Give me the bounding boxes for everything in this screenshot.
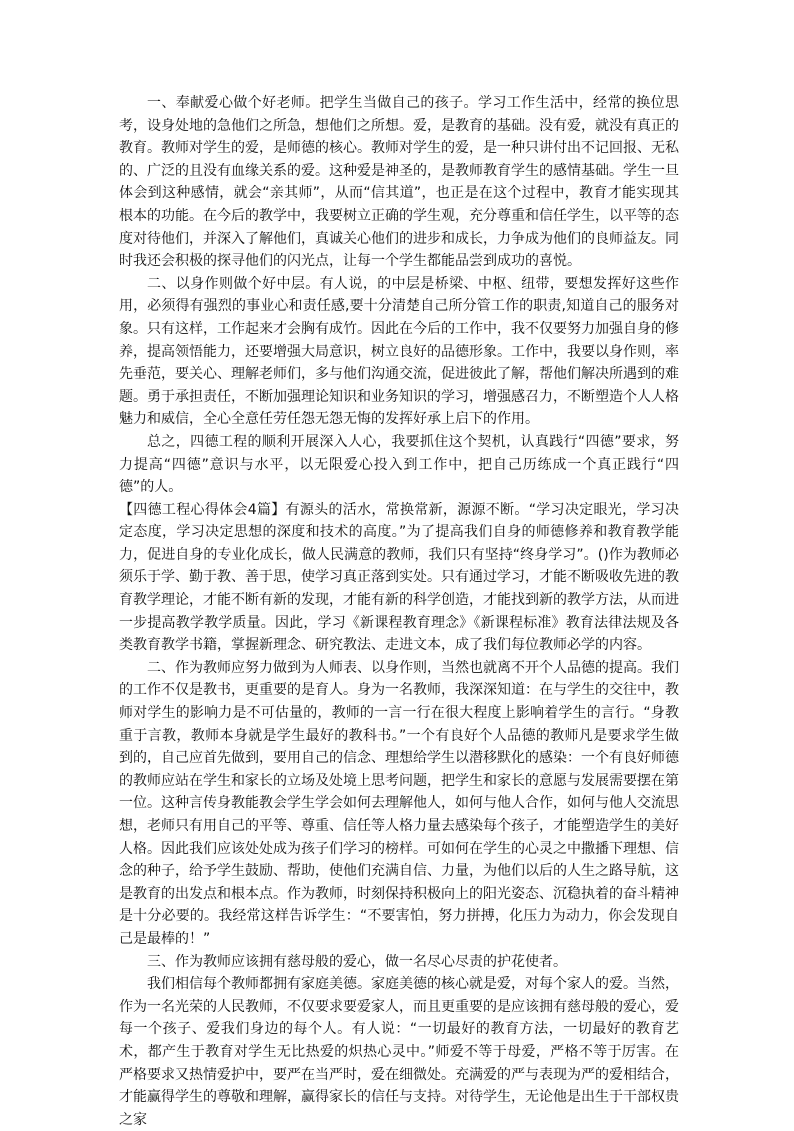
paragraph-lifelong-learning: 【四德工程心得体会4篇】有源头的活水，常换常新，源源不断。“学习决定眼光，学习决定态度，学习决定思想的深度和技术的高度。”为了提高我们自身的师德修养和教育教学能力，促进自身的专业化成长，做人民满意的教师，我们只有坚持“终身学习”。()作为教师必须乐于学、勤于教、善于思，使学习真正落到实处。只有通过学习，才能不断吸收先进的教育教学理论，才能不断有新的发现，才能有新的科学创造，才能找到新的教学方法，从而进一步提高教学教学质量。因此，学习《新课程教育理念》《新课程标准》教育法律法规及各类教育教学书籍，掌握新理念、研究教法、走进文本，成了我们每位教师必学的内容。 (119, 501, 679, 654)
paragraph-family-virtue: 我们相信每个教师都拥有家庭美德。家庭美德的核心就是爱，对每个家人的爱。当然，作为一名光荣的人民教师，不仅要求要爱家人，而且更重要的是应该拥有慈母般的爱心，爱每一个孩子、爱我们身边的每个人。有人说：“一切最好的教育方法，一切最好的教育艺术，都产生于教育对学生无比热爱的炽热心灵中。”师爱不等于母爱，严格不等于厉害。在严格要求又热情爱护中，要严在当严时，爱在细微处。充满爱的严与表现为严的爱相结合，才能赢得学生的尊敬和理解，赢得家长的信任与支持。对待学生，无论他是出生于干部权贵之家 (119, 976, 679, 1128)
document-page (119, 92, 679, 1131)
paragraph-dedication: 一、奉献爱心做个好老师。把学生当做自己的孩子。学习工作生活中，经常的换位思考，设身处地的急他们之所急，想他们之所想。爱，是教育的基础。没有爱，就没有真正的教育。教师对学生的爱，是师德的核心。教师对学生的爱，是一种只讲付出不记回报、无私的、广泛的且没有血缘关系的爱。这种爱是神圣的，是教师教育学生的感情基础。学生一旦体会到这种感情，就会“亲其师”，从而“信其道”，也正是在这个过程中，教育才能实现其根本的功能。在今后的教学中，我要树立正确的学生观，充分尊重和信任学生，以平等的态度对待他们，并深入了解他们，真诚关心他们的进步和成长，力争成为他们的良师益友。同时我还会积极的探寻他们的闪光点，让每一个学生都能品尝到成功的喜悦。 (119, 95, 679, 270)
paragraph-lead-by-example: 二、以身作则做个好中层。有人说，的中层是桥梁、中枢、纽带，要想发挥好这些作用，必须得有强烈的事业心和责任感,要十分清楚自己所分管工作的职责,知道自己的服务对象。只有这样，工作起来才会胸有成竹。因此在今后的工作中，我不仅要努力加强自身的修养，提高领悟能力，还要增强大局意识，树立良好的品德形象。工作中，我要以身作则，率先垂范，要关心、理解老师们，多与他们沟通交流，促进彼此了解，帮他们解决所遇到的难题。勇于承担责任，不断加强理论知识和业务知识的学习，增强感召力，不断塑造个人人格魅力和威信，全心全意任劳任怨无怨无悔的发挥好承上启下的作用。 (119, 275, 679, 428)
paragraph-summary: 总之，四德工程的顺利开展深入人心，我要抓住这个契机，认真践行“四德”要求，努力提高“四德”意识与水平，以无限爱心投入到工作中，把自己历练成一个真正践行“四德”的人。 (119, 433, 679, 496)
paragraph-role-model: 二、作为教师应努力做到为人师表、以身作则，当然也就离不开个人品德的提高。我们的工作不仅是教书，更重要的是育人。身为一名教师，我深深知道：在与学生的交往中，教师对学生的影响力是不可估量的，教师的一言一行在很大程度上影响着学生的言行。“身教重于言教，教师本身就是学生最好的教科书。”一个有良好个人品德的教师凡是要求学生做到的，自己应首先做到，要用自己的信念、理想给学生以潜移默化的感染：一个有良好师德的教师应站在学生和家长的立场及处境上思考问题，把学生和家长的意愿与发展需要摆在第一位。这种言传身教能教会学生学会如何去理解他人，如何与他人合作，如何与他人交流思想，老师只有用自己的平等、尊重、信任等人格力量去感染每个孩子，才能塑造学生的美好人格。因此我们应该处处成为孩子们学习的榜样。可如何在学生的心灵之中撒播下理想、信念的种子，给予学生鼓励、帮助，使他们充满自信、力量，为他们以后的人生之路导航，这是教育的出发点和根本点。作为教师，时刻保持积极向上的阳光姿态、沉稳执着的奋斗精神是十分必要的。我经常这样告诉学生：“不要害怕，努力拼搏，化压力为动力，你会发现自己是最棒的！” (119, 659, 679, 947)
paragraph-heading-motherly-love: 三、作为教师应该拥有慈母般的爱心，做一名尽心尽责的护花使者。 (147, 953, 567, 970)
